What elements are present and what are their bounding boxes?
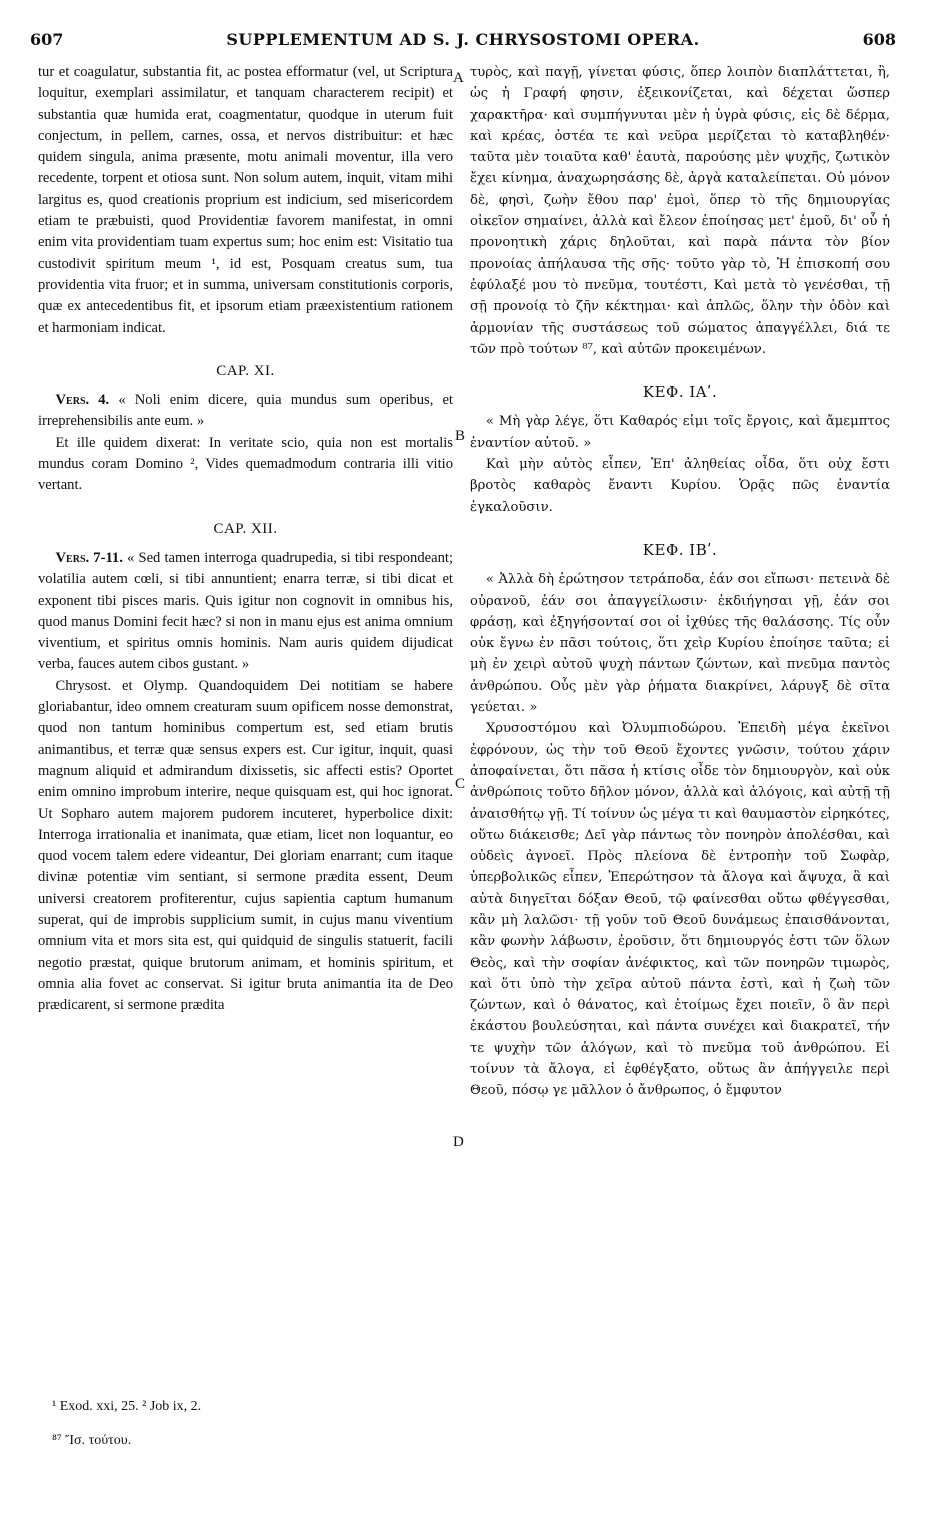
verse-text: « Noli enim dicere, quia mundus sum operibus, et irreprehensibilis ante eum. » [38, 392, 453, 430]
running-title: SUPPLEMENTUM AD S. J. CHRYSOSTOMI OPERA. [226, 30, 700, 49]
verse-4 [38, 390, 453, 433]
verse-label: Vers. 4. [55, 392, 110, 409]
verse-7-11 [38, 548, 453, 676]
running-header [30, 30, 896, 56]
chapter-heading-12-greek: ΚΕΦ. ΙΒʹ. [642, 540, 718, 559]
latin-paragraph: tur et coagulatur, substantia fit, ac postea efformatur (vel, ut Scriptura loquitur, exemplari assimilatur, et tanquam characterem recipit) et substantia quæ humida erat, coagmentatur, quodque in uterum fuit conjectum, in pellem, carnes, ossa, et nervos distribuitur: et hæc quidem singula, anima præsente, motu animali moventur, illa vero recedente, torpent et otiosa sunt. Non solum autem, inquit, vitam mihi largitus es, quod creationis proprium est indicium, sed misericordem etiam te præbuisti, quod Providentiæ favorem manifestat, in omni enim vita providentiam tuam expertus sum; hoc enim est: Visitatio tua custodivit spiritum meum ¹, id est, Posquam creatus sum, tua providentia vita fruor; et in summa, universam constitutionis corporis, quæ ex antecedentibus fit, et ipsorum etiam præexistentium rationem et harmoniam indicat. [38, 64, 453, 336]
greek-paragraph: τυρὸς, καὶ παγῇ, γίνεται φύσις, ὅπερ λοιπὸν διαπλάττεται, ἢ, ὡς ἡ Γραφή φησιν, ἐξεικονίζεται, καὶ δέχεται ὥσπερ χαρακτῆρα· καὶ συμπήγνυται μὲν ἡ ὑγρὰ φύσις, εἰς δὲ δέρμα, καὶ κρέας, ὀστέα τε καὶ νεῦρα μερίζεται τὸ καταβληθέν· ταῦτα μὲν τοιαῦτα καθ' ἑαυτὰ, παρούσης μὲν ψυχῆς, ζωτικὸν ἔχει κίνημα, ἀναχωρησάσης δὲ, ἀργὰ καταλείπεται. Οὐ μόνον δὲ, φησὶ, ζωὴν ἔθου παρ' ἐμοὶ, ὅπερ τὸ τῆς δημιουργίας οἰκεῖον σημαίνει, ἀλλὰ καὶ ἔλεον ἐποίησας μετ' ἐμοῦ, δι' οὗ ἡ προνοητικὴ χάρις δηλοῦται, καὶ παρὰ πάντα τὸν βίον προνοίας ἀπήλαυσα τῆς σῆς· τοῦτο γὰρ τὸ, Ἡ ἐπισκοπή σου ἐφύλαξέ μου τὸ πνεῦμα, τουτέστι, Καὶ μετὰ τὸ γενέσθαι, τῇ σῇ προνοίᾳ τὸ ζῆν κέκτημαι· καὶ ἁπλῶς, ὅλην τὴν ὁδὸν καὶ ἁρμονίαν τῆς συστάσεως τοῦ σώματος ἀπαγγέλλει, διά τε τῶν πρὸ τούτων ⁸⁷, καὶ αὐτῶν προκειμένων. [470, 65, 890, 357]
latin-column [38, 62, 453, 1016]
page-number-left: 607 [30, 30, 64, 49]
latin-paragraph: Chrysost. et Olymp. Quandoquidem Dei notitiam se habere gloriabantur, ideo omnem creaturam suum opificem nosse demonstrat, quod non tantum hominibus compertum est, sed etiam brutis animantibus, et terræ quæ sensus expers est. Cur igitur, inquit, quasi magnum aliquid et admirandum dixissetis, sic affecti estis? Oportet enim omnino improbum interire, neque quisquam est, qui hoc ignorat. Ut Sopharo autem majorem pudorem incuteret, hyperbolice dixit: Interroga irrationalia et inanimata, quæ etiam, licet non loquantur, eo quod vocem talem edere videantur, Dei gloriam enarrant; cum itaque divinæ potentiæ vim sentiant, si sermone prædita essent, Deum universi creatorem profiterentur, cujus sapientia captum humanum superat, qui de improbis supplicium sumit, in cujus manu viventium omnium vita et mors sita est, qui quidquid de singulis statuerit, facili negotio præstat, quique brutorum animam, et hominis spiritum, et omnia alia fovet ac conservat. Si igitur bruta animantia ita de Deo prædicarent, si sermone prædita [38, 677, 453, 1014]
verse-text: « Sed tamen interroga quadrupedia, si tibi respondeant; volatilia autem cœli, si tibi annuntient; enarra terræ, si tibi dicat et exponent tibi pisces maris. Quis igitur non cognovit in omnibus his, quod manus Domini fecit hæc? si non in manu ejus est anima omnium viventium, et spiritus omnis hominis. Nam auris quidem dijudicat verba, fauces autem cibos gustant. » [38, 549, 453, 673]
greek-paragraph: Χρυσοστόμου καὶ Ὀλυμπιοδώρου. Ἐπειδὴ μέγα ἐκεῖνοι ἐφρόνουν, ὡς τὴν τοῦ Θεοῦ ἔχοντες γνῶσιν, τούτου χάριν ἀποφαίνεται, ὅτι πᾶσα ἡ κτίσις οἶδε τὸν δημιουργὸν, καὶ οὐκ ἀνθρώποις τοῦτο δῆλον μόνον, ἀλλὰ καὶ ἀλόγοις, καὶ αὐτῇ τῇ ἀναισθήτῳ γῇ. Τί τοίνυν ὡς μέγα τι καὶ θαυμαστὸν εἰρηκότες, οὕτω διάκεισθε; Δεῖ γὰρ πάντως τὸν πονηρὸν ἀπολέσθαι, καὶ οὐδεὶς ἀγνοεῖ. Πρὸς πλείονα δὲ ἐντροπὴν τοῦ Σωφὰρ, ὑπερβολικῶς εἶπεν, Ἐπερώτησον τὰ ἄλογα καὶ ἄψυχα, ἃ καὶ αὐτὰ διηγεῖται δόξαν Θεοῦ, τῷ φαίνεσθαι οὕτω φθέγγεσθαι, κἂν μὴ λαλῶσι· τῇ γοῦν τοῦ Θεοῦ δυνάμεως ἐπαισθάνονται, κἂν φωνὴν λάβωσιν, ἐροῦσιν, ὅτι δημιουργός ἐστι τῶν ὅλων Θεὸς, καὶ τὴν σοφίαν ἀνέφικτος, καὶ τῶν πονηρῶν τιμωρὸς, καὶ ὅτι ὑπὸ τὴν χεῖρα αὐτοῦ πάντα ἐστὶ, καὶ ἡ ζωὴ τῶν ζώντων, καὶ ὁ θάνατος, καὶ ἑτοίμως ἔχει ποιεῖν, ὃ ἂν περὶ ἑκάστου βουλεύσηται, καὶ πάντα συνέχει καὶ διακρατεῖ, τήν τε ψυχὴν τῶν ἀλόγων, καὶ τὸ πνεῦμα τοῦ ἀνθρώπου. Εἰ τοίνυν τὰ ἄλογα, εἰ ἐφθέγξατο, οὕτως ἂν ἀπήγγειλε περὶ Θεοῦ, πόσῳ γε μᾶλλον ὁ ἄνθρωπος, ὁ ἔμφυτον [470, 721, 890, 1099]
greek-column [470, 62, 890, 1102]
page-number-right: 608 [862, 30, 896, 49]
footnote-latin: ¹ Exod. xxi, 25. ² Job ix, 2. [52, 1399, 202, 1414]
chapter-heading-11-greek: ΚΕΦ. ΙΑʹ. [642, 383, 718, 402]
chapter-heading-11: CAP. XI. [216, 362, 275, 379]
footnotes [52, 1390, 432, 1458]
margin-letter-c: C [455, 776, 466, 792]
latin-paragraph: Et ille quidem dixerat: In veritate scio, quia non est mortalis mundus coram Domino ², Vides quemadmodum contraria illi vitio vertant. [38, 434, 453, 494]
greek-verse-7-11: « Ἀλλὰ δὴ ἐρώτησον τετράποδα, ἐάν σοι εἴπωσι· πετεινὰ δὲ οὐρανοῦ, ἐάν σοι ἀπαγγείλωσιν· ἐκδιήγησαι γῇ, ἐάν σοι φράσῃ, καὶ ἐξηγήσονταί σοι οἱ ἰχθύες τῆς θαλάσσης. Τίς οὖν οὐκ ἔγνω ἐν πᾶσι τούτοις, ὅτι χεὶρ Κυρίου ἐποίησε ταῦτα; εἰ μὴ ἐν χειρὶ αὐτοῦ ψυχὴ πάντων ζώντων, καὶ πνεῦμα παντὸς ἀνθρώπου. Οὖς μὲν γὰρ ῥήματα διακρίνει, λάρυγξ δὲ σῖτα γεύεται. » [470, 572, 890, 716]
greek-verse-4: « Μὴ γὰρ λέγε, ὅτι Καθαρός εἰμι τοῖς ἔργοις, καὶ ἄμεμπτος ἐναντίον αὐτοῦ. » [470, 414, 890, 451]
chapter-heading-12: CAP. XII. [213, 520, 278, 537]
margin-letter-b: B [455, 428, 466, 444]
greek-paragraph: Καὶ μὴν αὐτὸς εἶπεν, Ἐπ' ἀληθείας οἶδα, ὅτι οὐχ ἔστι βροτὸς καθαρὸς ἔναντι Κυρίου. Ὁρᾷς πῶς ἐναντία ἐγκαλοῦσιν. [470, 457, 890, 515]
footnote-greek: ⁸⁷ Ἴσ. τούτου. [52, 1433, 132, 1448]
margin-letter-d: D [453, 1134, 464, 1150]
margin-letter-a: A [453, 70, 464, 86]
verse-label: Vers. 7-11. [55, 549, 123, 566]
